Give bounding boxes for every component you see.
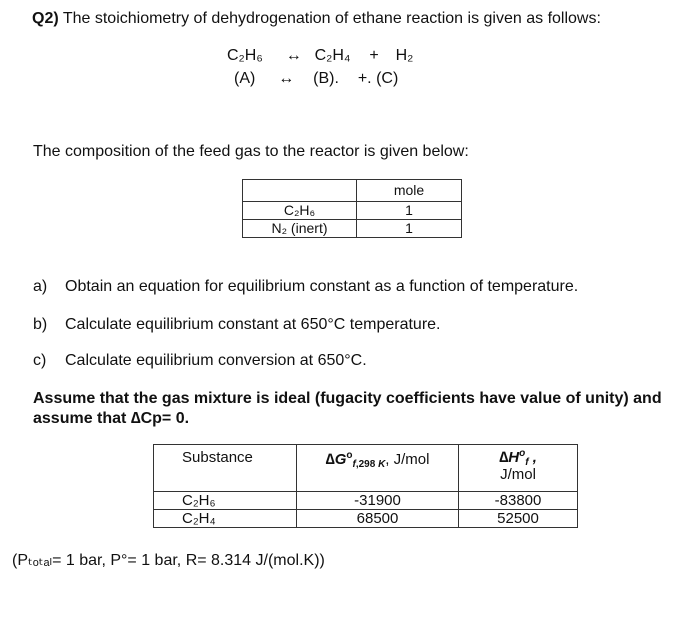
table-row — [154, 510, 578, 528]
component-cell: N₂ (inert) — [243, 220, 357, 238]
feed-description: The composition of the feed gas to the reactor is given below: — [33, 143, 469, 160]
parameters-line: (Pₜₒₜₐₗ= 1 bar, P°= 1 bar, R= 8.314 J/(mol.K)) — [12, 552, 325, 569]
gibbs-symbol: $\Delta G^o_{f,298 K}$ — [325, 450, 386, 470]
assumption-line-2: assume that ∆Cp= 0. — [33, 410, 190, 427]
task-text: Calculate equilibrium conversion at 650°C. — [65, 352, 367, 369]
task-text: Calculate equilibrium constant at 650°C temperature. — [65, 316, 441, 333]
feed-composition-table — [242, 179, 462, 238]
gibbs-unit: , J/mol — [385, 451, 430, 468]
label-a: (A) — [234, 70, 256, 87]
enthalpy-cell: 52500 — [459, 510, 578, 528]
product-hydrogen: H₂ — [395, 47, 414, 64]
reaction-equation — [227, 47, 413, 65]
question-number: Q2) — [32, 10, 59, 27]
reactant-ethane: C₂H₆ — [227, 47, 263, 64]
substance-cell: C₂H₄ — [154, 510, 297, 528]
substance-cell: C₂H₆ — [154, 492, 297, 510]
task-label: b) — [33, 316, 48, 333]
assumption-note — [33, 389, 662, 429]
component-cell: C₂H₆ — [243, 202, 357, 220]
question-title — [32, 10, 601, 28]
product-ethylene: C₂H₄ — [314, 47, 351, 64]
reaction-labels — [234, 70, 398, 88]
table-row — [243, 202, 462, 220]
equilibrium-arrow-2: ↔ — [278, 70, 295, 87]
table-header-row — [154, 445, 578, 492]
table-row — [243, 220, 462, 238]
header-substance: Substance — [154, 445, 297, 492]
label-c: (C) — [376, 70, 399, 87]
mole-cell: 1 — [357, 202, 462, 220]
mole-cell: 1 — [357, 220, 462, 238]
plus-dot: +. — [357, 70, 372, 87]
equilibrium-arrow: ↔ — [285, 47, 302, 64]
header-enthalpy — [459, 445, 578, 492]
plus-sign: + — [369, 47, 379, 64]
task-text: Obtain an equation for equilibrium constant as a function of temperature. — [65, 278, 579, 295]
enthalpy-symbol: $\Delta H^o_f$ , — [499, 448, 537, 468]
table-row — [154, 492, 578, 510]
task-b — [33, 316, 440, 334]
enthalpy-cell: -83800 — [459, 492, 578, 510]
enthalpy-unit: J/mol — [500, 466, 536, 483]
task-label: a) — [33, 278, 48, 295]
task-label: c) — [33, 352, 47, 369]
table-header-row — [243, 180, 462, 202]
thermo-data-table — [153, 444, 578, 528]
header-gibbs — [297, 445, 459, 492]
header-mole: mole — [357, 180, 462, 202]
label-b: (B). — [313, 70, 339, 87]
task-a — [33, 278, 578, 296]
assumption-line-1: Assume that the gas mixture is ideal (fugacity coefficients have value of unity) and — [33, 390, 662, 407]
task-c — [33, 352, 367, 370]
gibbs-cell: 68500 — [297, 510, 459, 528]
gibbs-cell: -31900 — [297, 492, 459, 510]
question-text: The stoichiometry of dehydrogenation of ethane reaction is given as follows: — [62, 10, 601, 27]
header-empty — [243, 180, 357, 202]
